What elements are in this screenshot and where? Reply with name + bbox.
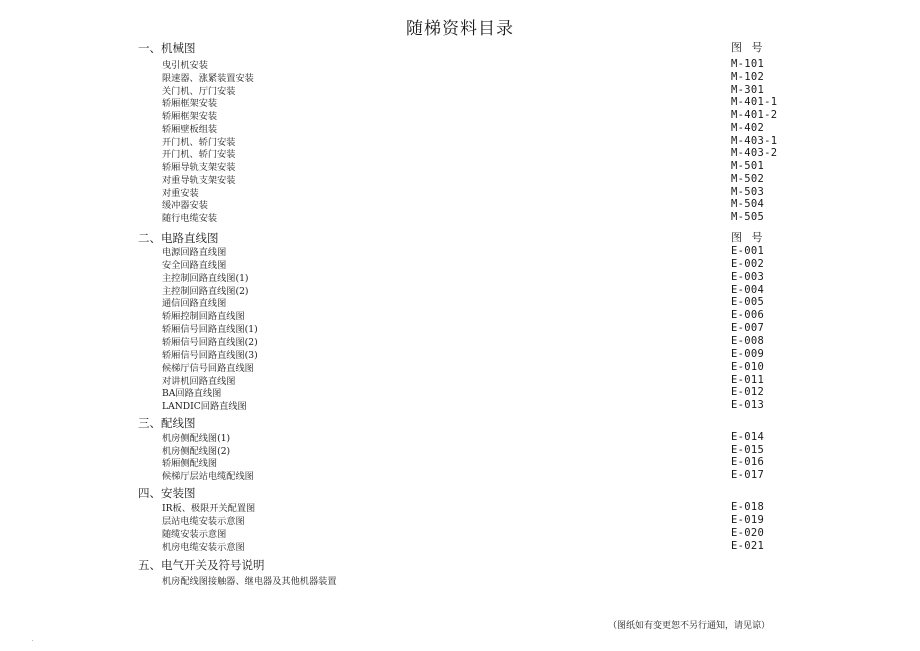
section-heading: 二、电路直线图 (138, 231, 219, 245)
toc-item-code: E-003 (731, 270, 765, 283)
toc-item-code: E-016 (731, 456, 765, 469)
drawing-number-header: 图 号 (731, 41, 766, 54)
toc-item-code: E-014 (731, 431, 765, 443)
toc-item-label: 层站电缆安装示意图 (162, 516, 245, 527)
section-heading: 一、机械图 (138, 41, 196, 55)
toc-item-label: 轿厢框架安装 (162, 111, 218, 122)
toc-item-code: M-402 (731, 121, 765, 134)
toc-item-label: 机房电缆安装示意图 (162, 542, 245, 553)
toc-item-code: E-015 (731, 443, 765, 456)
toc-item-code: E-005 (731, 296, 765, 309)
toc-item-label: BA回路直线图 (162, 388, 222, 400)
toc-item-label: 主控制回路直线图(1) (162, 272, 249, 284)
toc-item-label: 开门机、轿门安装 (162, 149, 236, 161)
toc-item-code: E-006 (731, 309, 765, 322)
toc-item-label: 机房侧配线图(1) (162, 433, 231, 444)
toc-item-code: E-001 (731, 245, 765, 257)
toc-item-code: E-019 (731, 514, 765, 526)
toc-item-label: 限速器、涨紧装置安装 (162, 72, 254, 84)
toc-item-code: M-501 (731, 160, 765, 172)
toc-item-code: M-504 (731, 198, 765, 211)
toc-item-code: M-102 (731, 70, 765, 83)
toc-item-label: 轿厢导轨支架安装 (162, 162, 236, 173)
toc-item-label: 轿厢壁板组装 (162, 123, 218, 135)
toc-item-label: 安全回路直线图 (162, 259, 227, 271)
toc-item-code: M-401-2 (731, 109, 778, 121)
toc-item-label: 轿厢信号回路直线图(3) (162, 349, 258, 361)
toc-item-code: M-101 (731, 58, 765, 70)
toc-item-code: E-004 (731, 283, 765, 296)
toc-item-code: E-007 (731, 322, 765, 335)
toc-item-label: 机房配线图接触器、继电器及其他机器装置 (162, 576, 337, 587)
toc-item-label: 随行电缆安装 (162, 213, 218, 224)
toc-item-code: M-301 (731, 83, 765, 96)
toc-item-label: 对重安装 (162, 187, 199, 199)
toc-item-label: 开门机、轿门安装 (162, 136, 236, 148)
toc-item-label: 对重导轨支架安装 (162, 174, 236, 186)
toc-item-label: 轿厢控制回路直线图 (162, 311, 245, 323)
toc-item-code: M-401-1 (731, 96, 778, 109)
toc-item-label: 通信回路直线图 (162, 298, 227, 310)
toc-item-label: IR板、极限开关配置图 (162, 503, 256, 514)
section-heading: 三、配线图 (138, 416, 196, 430)
toc-item-code: E-018 (731, 501, 765, 513)
toc-item-label: 关门机、厅门安装 (162, 85, 236, 97)
toc-item-label: 候梯厅信号回路直线图 (162, 362, 254, 374)
page-title: 随梯资料目录 (406, 19, 514, 39)
toc-item-code: E-009 (731, 347, 765, 360)
footer-note: （图纸如有变更恕不另行通知，请见谅） (608, 621, 771, 631)
toc-item-label: 主控制回路直线图(2) (162, 285, 249, 297)
toc-item-code: E-012 (731, 386, 765, 399)
toc-item-label: 轿厢侧配线图 (162, 458, 218, 470)
drawing-number-header: 图 号 (731, 231, 766, 244)
toc-item-code: E-017 (731, 469, 765, 482)
section-heading: 五、电气开关及符号说明 (138, 558, 265, 572)
toc-item-code: E-002 (731, 257, 765, 270)
toc-item-label: 随缆安装示意图 (162, 529, 227, 540)
toc-item-label: 轿厢框架安装 (162, 98, 218, 110)
toc-item-code: M-502 (731, 172, 765, 185)
toc-item-code: E-021 (731, 540, 765, 552)
toc-item-code: E-011 (731, 373, 765, 386)
toc-item-label: 曳引机安装 (162, 60, 208, 71)
section-heading: 四、安装图 (138, 486, 196, 500)
toc-item-label: 电源回路直线图 (162, 247, 227, 258)
toc-item-label: 轿厢信号回路直线图(1) (162, 324, 258, 336)
toc-item-code: M-403-1 (731, 134, 778, 147)
toc-item-label: 对讲机回路直线图 (162, 375, 236, 387)
toc-item-label: 机房侧配线图(2) (162, 445, 231, 457)
toc-item-label: 缓冲器安装 (162, 200, 208, 212)
toc-item-code: M-503 (731, 185, 765, 198)
page-mark (32, 640, 33, 641)
toc-item-code: E-020 (731, 527, 765, 539)
toc-item-label: LANDIC回路直线图 (162, 401, 247, 413)
toc-item-label: 候梯厅层站电缆配线图 (162, 471, 254, 483)
toc-item-code: M-403-2 (731, 147, 778, 160)
toc-item-label: 轿厢信号回路直线图(2) (162, 336, 258, 348)
toc-item-code: E-010 (731, 360, 765, 373)
toc-item-code: M-505 (731, 211, 765, 223)
toc-item-code: E-008 (731, 334, 765, 347)
toc-item-code: E-013 (731, 399, 765, 412)
